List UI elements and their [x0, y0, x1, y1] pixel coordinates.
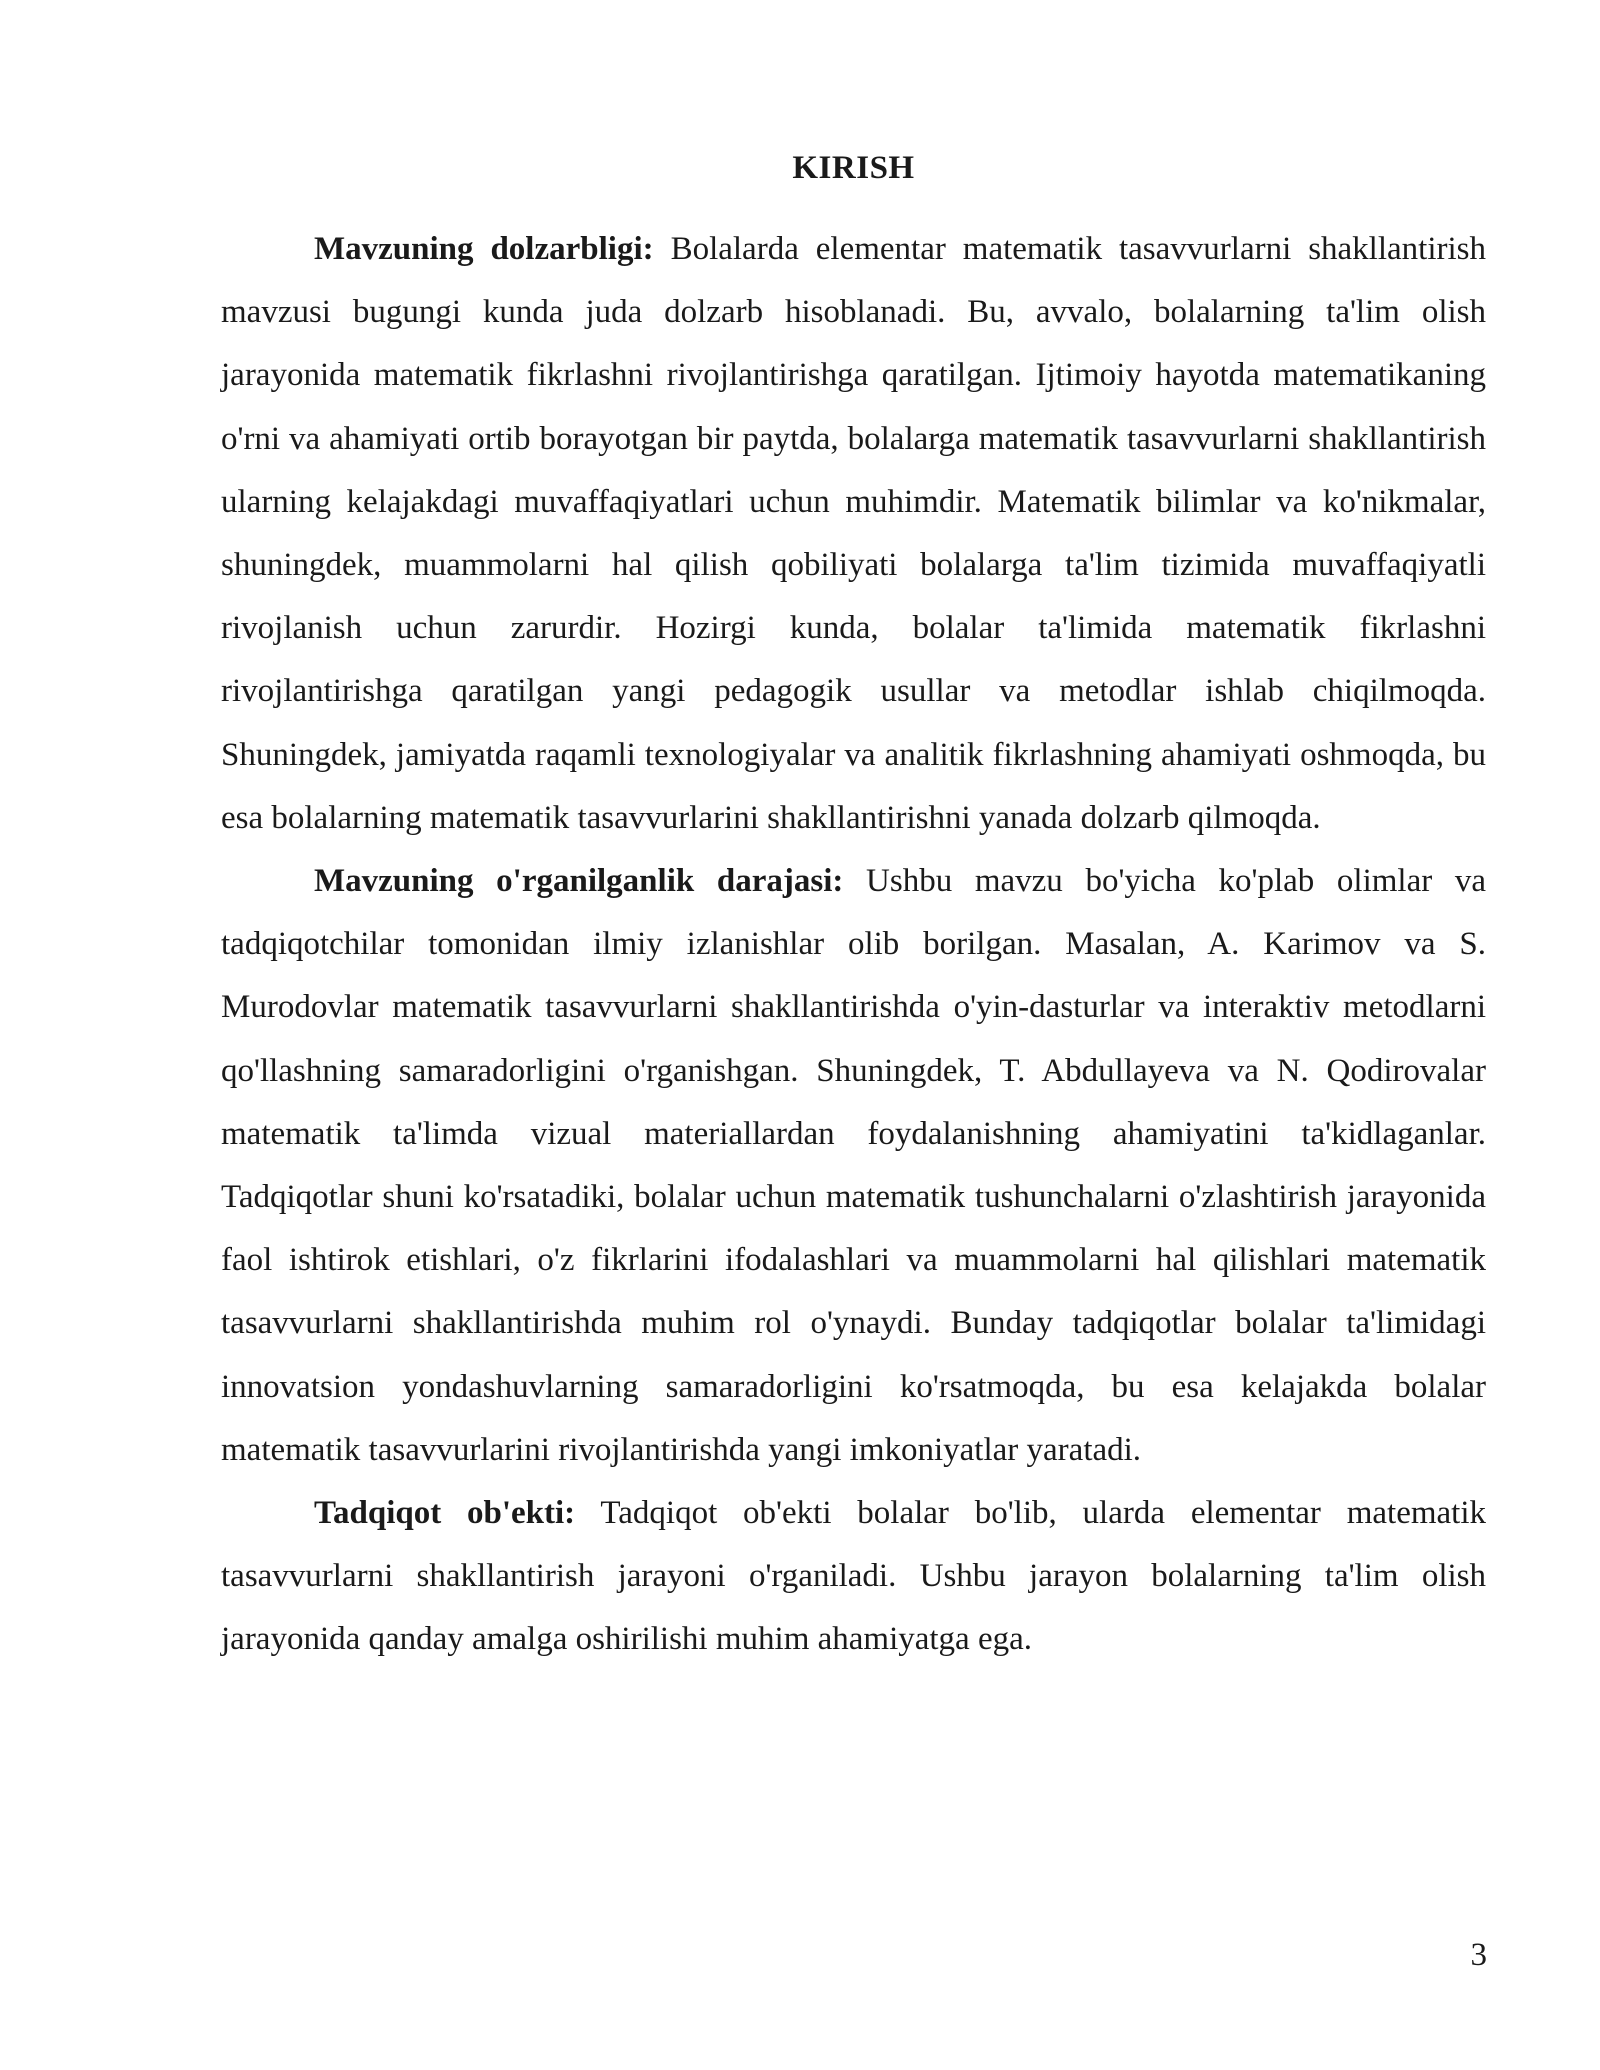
paragraph-relevance — [221, 218, 1486, 850]
paragraph-relevance-text: Bolalarda elementar matematik tasavvurlarni shakllantirish mavzusi bugungi kunda juda dolzarb hisoblanadi. Bu, avvalo, bolalarning ta'lim olish jarayonida matematik fikrlashni rivojlantirishga qaratilgan. Ijtimoiy hayotda matematikaning o'rni va ahamiyati ortib borayotgan bir paytda, bolalarga matematik tasavvurlarni shakllantirish ularning kelajakdagi muvaffaqiyatlari uchun muhimdir. Matematik bilimlar va ko'nikmalar, shuningdek, muammolarni hal qilish qobiliyati bolalarga ta'lim tizimida muvaffaqiyatli rivojlanish uchun zarurdir. Hozirgi kunda, bolalar ta'limida matematik fikrlashni rivojlantirishga qaratilgan yangi pedagogik usullar va metodlar ishlab chiqilmoqda. Shuningdek, jamiyatda raqamli texnologiyalar va analitik fikrlashning ahamiyati oshmoqda, bu esa bolalarning matematik tasavvurlarini shakllantirishni yanada dolzarb qilmoqda. — [221, 231, 1487, 836]
paragraph-study-level-text: Ushbu mavzu bo'yicha ko'plab olimlar va tadqiqotchilar tomonidan ilmiy izlanishlar olib borilgan. Masalan, A. Karimov va S. Murodovlar matematik tasavvurlarni shakllantirishda o'yin-dasturlar va interaktiv metodlarni qo'llashning samaradorligini o'rganishgan. Shuningdek, T. Abdullayeva va N. Qodirovalar matematik ta'limda vizual materiallardan foydalanishning ahamiyatini ta'kidlaganlar. Tadqiqotlar shuni ko'rsatadiki, bolalar uchun matematik tushunchalarni o'zlashtirish jarayonida faol ishtirok etishlari, o'z fikrlarini ifodalashlari va muammolarni hal qilishlari matematik tasavvurlarni shakllantirishda muhim rol o'ynaydi. Bunday tadqiqotlar bolalar ta'limidagi innovatsion yondashuvlarning samaradorligini ko'rsatmoqda, bu esa kelajakda bolalar matematik tasavvurlarini rivojlantirishda yangi imkoniyatlar yaratadi. — [221, 863, 1487, 1468]
page-content — [221, 148, 1486, 1672]
page-title: KIRISH — [792, 150, 915, 186]
paragraph-research-object-heading: Tadqiqot ob'ekti: — [314, 1495, 576, 1532]
paragraph-study-level-heading: Mavzuning o'rganilganlik darajasi: — [314, 863, 844, 900]
paragraph-research-object-text: Tadqiqot ob'ekti bolalar bo'lib, ularda elementar matematik tasavvurlarni shakllantirish jarayoni o'rganiladi. Ushbu jarayon bolalarning ta'lim olish jarayonida qanday amalga oshirilishi muhim ahamiyatga ega. — [221, 1495, 1486, 1658]
paragraph-relevance-heading: Mavzuning dolzarbligi: — [314, 231, 654, 267]
paragraph-study-level — [221, 850, 1486, 1482]
paragraph-research-object — [221, 1482, 1486, 1672]
page-number: 3 — [1470, 1937, 1487, 1973]
